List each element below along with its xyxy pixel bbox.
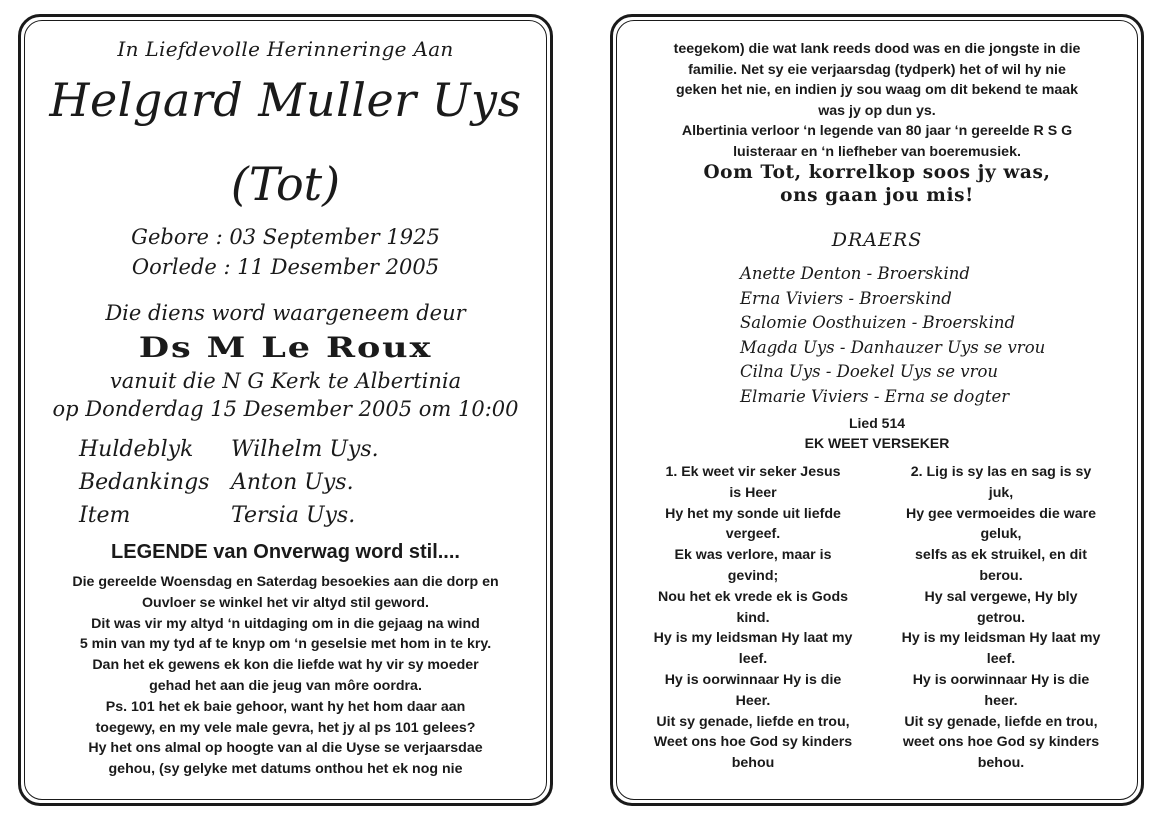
bearer-item: Anette Denton - Broerskind	[740, 264, 970, 283]
verse-line: geluk,	[980, 526, 1022, 543]
bearer-item: Salomie Oosthuizen - Broerskind	[740, 313, 1016, 332]
legend-line: Ps. 101 het ek baie gehoor, want hy het hom daar aan	[105, 698, 466, 715]
verse-line: vergeef.	[725, 526, 781, 543]
service-place: vanuit die N G Kerk te Albertinia	[109, 369, 462, 393]
verse-line: getrou.	[976, 609, 1026, 626]
birth-date: Gebore : 03 September 1925	[131, 225, 440, 249]
continuation-line: teegekom) die wat lank reeds dood was en die jongste in die	[673, 41, 1081, 57]
verse-line: Hy is my leidsman Hy laat my	[901, 630, 1101, 647]
bearer-item: Elmarie Viviers - Erna se dogter	[740, 386, 1010, 406]
verse-line: leef.	[738, 651, 768, 668]
bearers-title: DRAERS	[831, 229, 923, 251]
bearer-item: Cilna Uys - Doekel Uys se vrou	[740, 362, 999, 381]
verse-line: leef.	[986, 651, 1016, 668]
verse-line: Ek was verlore, maar is	[674, 547, 832, 564]
continuation-line: Albertinia verloor ‘n legende van 80 jaar ‘n gereelde R S G	[681, 123, 1073, 139]
program-role: Huldeblyk	[79, 437, 194, 462]
program-role: Bedankings	[79, 470, 210, 495]
program-person: Wilhelm Uys.	[231, 437, 379, 462]
legend-body	[21, 572, 550, 780]
verse-line: Hy gee vermoeides die ware	[905, 505, 1097, 522]
program-person: Tersia Uys.	[231, 503, 356, 528]
memorial-intro: In Liefdevolle Herinneringe Aan	[117, 37, 454, 61]
verse-line: heer.	[984, 692, 1018, 709]
verse-line: 2. Lig is sy las en sag is sy	[910, 464, 1092, 480]
program-row	[79, 503, 355, 528]
verse-line: behou.	[977, 755, 1025, 772]
farewell-slogan	[613, 161, 1141, 207]
service-datetime: op Donderdag 15 Desember 2005 om 10:00	[52, 397, 519, 421]
legend-line: Ouvloer se winkel het vir altyd stil geword.	[142, 594, 429, 611]
left-page	[18, 14, 553, 806]
deceased-name: Helgard Muller Uys	[49, 73, 522, 127]
legend-line: 5 min van my tyd af te knyp om ‘n geselsie met hom in te kry.	[79, 636, 492, 653]
verse-line: selfs as ek struikel, en dit	[915, 547, 1087, 564]
legend-line: toegewy, en my vele male gevra, het jy al ps 101 gelees?	[95, 719, 476, 736]
verse-line: berou.	[979, 567, 1023, 584]
hymn-number: Lied 514	[848, 415, 906, 431]
verse-line: Hy sal vergewe, Hy bly	[924, 588, 1078, 605]
program-person: Anton Uys.	[231, 470, 354, 495]
legend-line: Die gereelde Woensdag en Saterdag besoekies aan die dorp en	[72, 574, 499, 590]
verse-line: juk,	[988, 484, 1014, 501]
legend-line: gehou, (sy gelyke met datums onthou het ek nog nie	[108, 761, 463, 778]
verse-line: kind.	[736, 609, 770, 626]
verse-line: Hy is oorwinnaar Hy is die	[912, 671, 1090, 688]
deceased-nickname: (Tot)	[230, 157, 341, 211]
verse-line: Hy het my sonde uit liefde	[665, 505, 841, 522]
verse-line: Uit sy genade, liefde en trou,	[656, 713, 850, 730]
hymn-title: EK WEET VERSEKER	[804, 435, 950, 451]
right-page	[610, 14, 1144, 806]
legend-title: LEGENDE van Onverwag word stil....	[111, 541, 460, 563]
verse-line: weet ons hoe God sy kinders	[902, 734, 1100, 751]
hymn-verse-2	[881, 462, 1121, 774]
verse-line: is Heer	[729, 484, 777, 501]
minister-name: Ds M Le Roux	[138, 331, 433, 364]
verse-line: Hy is oorwinnaar Hy is die	[664, 671, 842, 688]
program-row	[79, 470, 354, 495]
bearer-item: Erna Viviers - Broerskind	[740, 288, 952, 308]
verse-line: Heer.	[735, 692, 771, 709]
hymn-verse-1	[633, 462, 873, 774]
bearers-list	[740, 262, 1045, 409]
continuation-line: was jy op dun ys.	[818, 102, 936, 119]
verse-line: gevind;	[727, 567, 779, 584]
legend-continuation	[613, 39, 1141, 162]
bearer-item: Magda Uys - Danhauzer Uys se vrou	[740, 337, 1046, 357]
slogan-line: ons gaan jou mis!	[780, 185, 974, 206]
verse-line: Hy is my leidsman Hy laat my	[653, 630, 853, 647]
verse-line: 1. Ek weet vir seker Jesus	[665, 464, 841, 480]
continuation-line: luisteraar en ‘n liefheber van boeremusiek.	[733, 143, 1021, 160]
slogan-line: Oom Tot, korrelkop soos jy was,	[703, 162, 1051, 183]
death-date: Oorlede : 11 Desember 2005	[131, 255, 440, 279]
continuation-line: familie. Net sy eie verjaarsdag (tydperk) het of wil hy nie	[688, 61, 1066, 78]
legend-line: Dan het ek gewens ek kon die liefde wat hy vir sy moeder	[92, 657, 479, 674]
service-intro: Die diens word waargeneem deur	[105, 301, 466, 325]
legend-line: Dit was vir my altyd ‘n uitdaging om in die gejaag na wind	[91, 615, 480, 632]
continuation-line: geken het nie, en indien jy sou waag om dit bekend te maak	[675, 82, 1079, 98]
program-role: Item	[79, 503, 131, 528]
program-row	[79, 437, 379, 462]
verse-line: Nou het ek vrede ek is Gods	[657, 588, 849, 605]
legend-line: Hy het ons almal op hoogte van al die Uyse se verjaarsdae	[88, 740, 483, 757]
verse-line: behou	[731, 755, 775, 772]
verse-line: Weet ons hoe God sy kinders	[653, 734, 853, 751]
legend-line: gehad het aan die jeug van môre oordra.	[149, 677, 422, 694]
verse-line: Uit sy genade, liefde en trou,	[904, 713, 1098, 730]
